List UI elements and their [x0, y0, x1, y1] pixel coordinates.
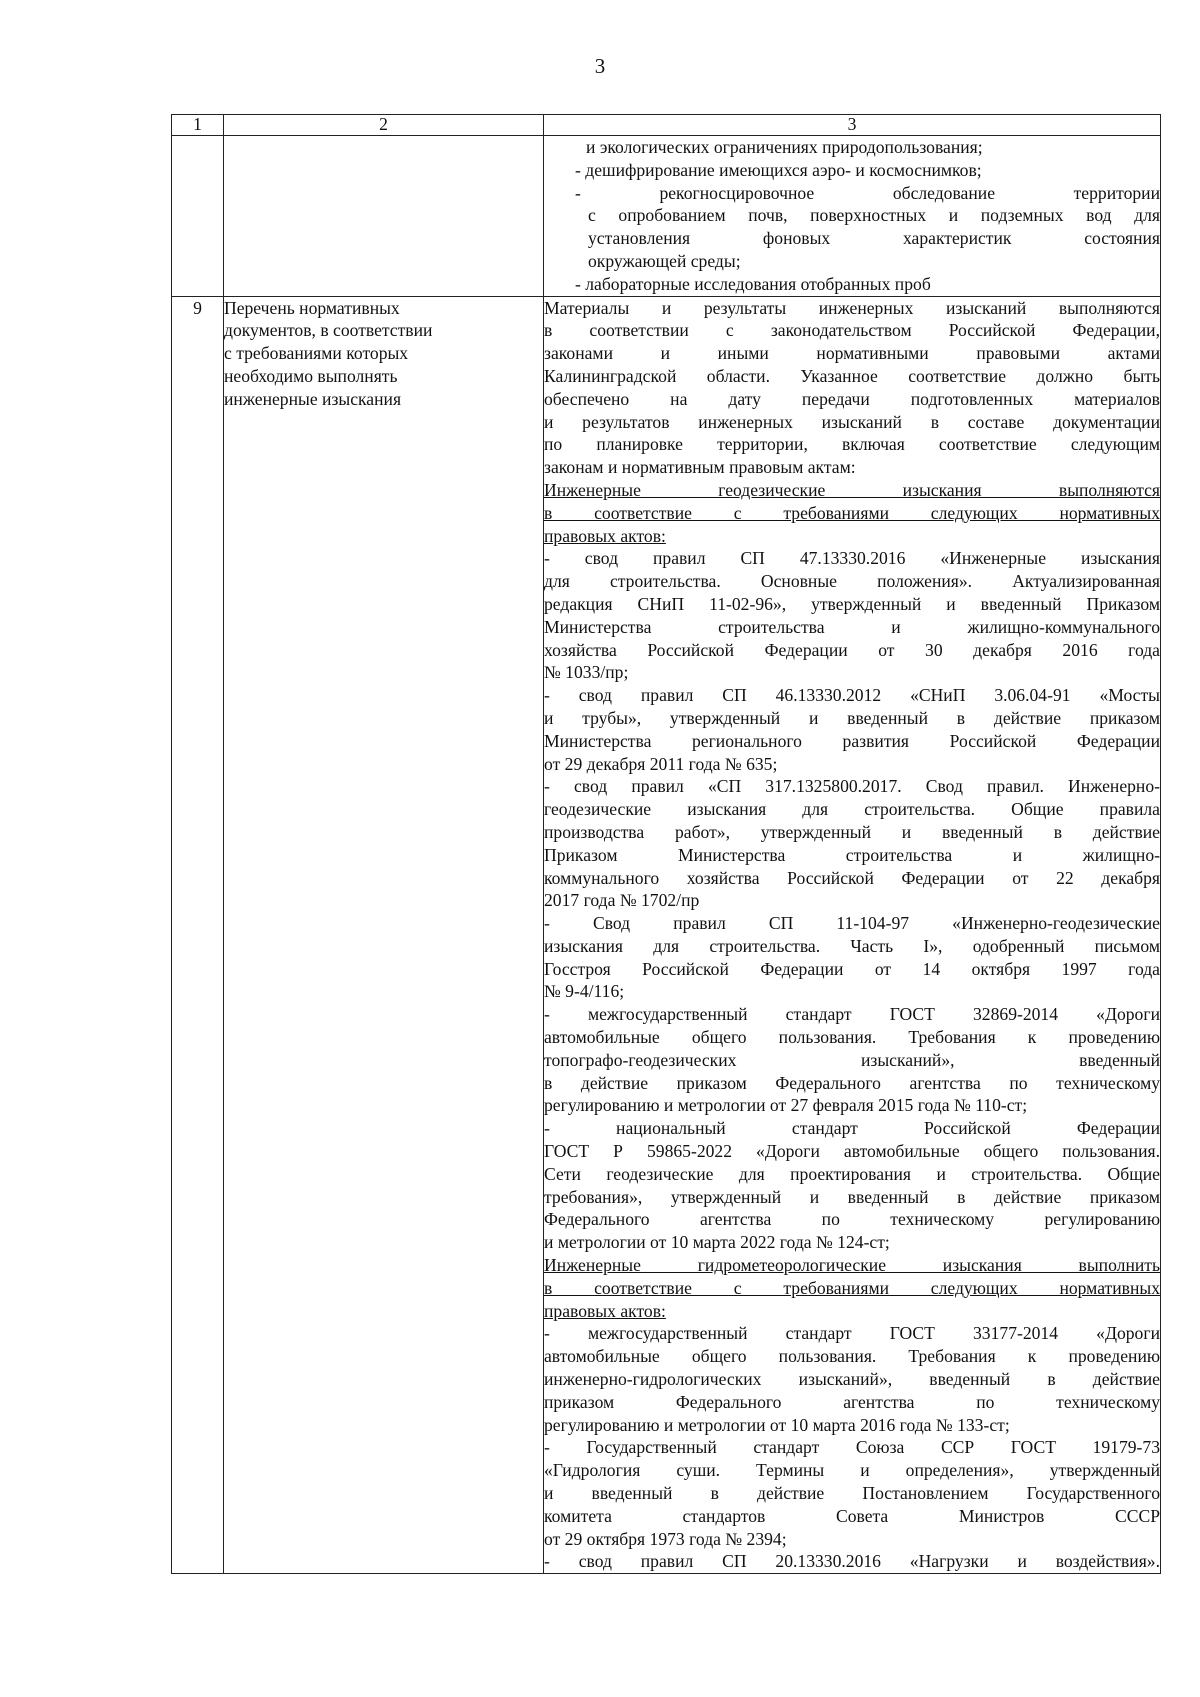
content-line: Материалы и результаты инженерных изысканий выполняются: [544, 297, 1160, 318]
continuation-line: - дешифрирование имеющихся аэро- и космоснимков;: [575, 159, 982, 180]
content-line: от 29 октября 1973 года № 2394;: [544, 1528, 787, 1549]
row-label-cell: [224, 296, 544, 1574]
content-line: - свод правил СП 47.13330.2016 «Инженерные изыскания: [544, 548, 1160, 569]
table-header-row: [172, 115, 1161, 136]
content-line: № 9-4/116;: [544, 981, 625, 1002]
section-heading-line: в соответствие с требованиями следующих нормативных: [544, 502, 1160, 523]
content-line: требования», утвержденный и введенный в действие приказом: [544, 1186, 1160, 1207]
continuation-line: и экологических ограничениях природопользования;: [586, 137, 983, 157]
content-line: изыскания для строительства. Часть I», одобренный письмом: [544, 935, 1160, 956]
page-number: 3: [594, 54, 606, 78]
continuation-line: - рекогносцировочное обследование территории: [575, 182, 1160, 203]
content-line: для строительства. Основные положения». Актуализированная: [544, 571, 1160, 592]
content-line: - межгосударственный стандарт ГОСТ 32869-2014 «Дороги: [544, 1004, 1160, 1025]
content-line: топографо-геодезических изысканий», введенный: [544, 1049, 1160, 1070]
table-row-continuation: [172, 136, 1161, 297]
row-content-cell: [544, 296, 1161, 1574]
content-line: законами и иными нормативными правовыми актами: [544, 343, 1160, 364]
header-col-3: 3: [544, 115, 1161, 136]
content-line: комитета стандартов Совета Министров СССР: [544, 1505, 1160, 1526]
continuation-line: окружающей среды;: [588, 250, 741, 271]
content-line: - свод правил СП 20.13330.2016 «Нагрузки и воздействия».: [544, 1551, 1160, 1572]
content-line: коммунального хозяйства Российской Федерации от 22 декабря: [544, 867, 1160, 888]
content-line: «Гидрология суши. Термины и определения», утвержденный: [544, 1460, 1160, 1481]
label-line: Перечень нормативных: [224, 297, 400, 318]
header-col-2: 2: [224, 115, 544, 136]
continuation-number-cell: [172, 136, 224, 297]
section-heading-line: правовых актов:: [544, 1300, 666, 1321]
content-line: Калининградской области. Указанное соответствие должно быть: [544, 365, 1160, 386]
content-line: по планировке территории, включая соответствие следующим: [544, 434, 1160, 455]
content-line: Сети геодезические для проектирования и строительства. Общие: [544, 1163, 1160, 1184]
label-line: с требованиями которых: [224, 343, 409, 364]
continuation-label-cell: [224, 136, 544, 297]
content-line: - Свод правил СП 11-104-97 «Инженерно-геодезические: [544, 913, 1160, 934]
content-line: хозяйства Российской Федерации от 30 декабря 2016 года: [544, 639, 1160, 660]
content-line: - свод правил «СП 317.1325800.2017. Свод правил. Инженерно-: [544, 776, 1160, 797]
content-line: автомобильные общего пользования. Требования к проведению: [544, 1346, 1160, 1367]
content-line: приказом Федерального агентства по техническому: [544, 1391, 1160, 1412]
section-heading-line: в соответствие с требованиями следующих нормативных: [544, 1277, 1160, 1298]
header-col-1: 1: [172, 115, 224, 136]
content-line: Министерства регионального развития Российской Федерации: [544, 730, 1160, 751]
section-heading-line: Инженерные гидрометеорологические изыскания выполнить: [544, 1255, 1160, 1276]
content-line: редакция СНиП 11-02-96», утвержденный и введенный Приказом: [544, 593, 1160, 614]
content-line: регулированию и метрологии от 27 февраля 2015 года № 110-ст;: [544, 1095, 1028, 1116]
content-line: - межгосударственный стандарт ГОСТ 33177-2014 «Дороги: [544, 1323, 1160, 1344]
requirements-table: [171, 114, 1161, 1574]
content-line: 2017 года № 1702/пр: [544, 890, 700, 911]
content-line: инженерно-гидрологических изысканий», введенный в действие: [544, 1369, 1160, 1390]
content-line: - национальный стандарт Российской Федерации: [544, 1118, 1160, 1139]
row-number: 9: [172, 296, 224, 1574]
content-line: Федерального агентства по техническому регулированию: [544, 1209, 1160, 1230]
content-line: в действие приказом Федерального агентства по техническому: [544, 1072, 1160, 1093]
continuation-line: - лабораторные исследования отобранных проб: [575, 273, 931, 294]
section-heading-line: Инженерные геодезические изыскания выполняются: [544, 479, 1160, 500]
content-line: от 29 декабря 2011 года № 635;: [544, 753, 778, 774]
continuation-content-cell: [544, 136, 1161, 297]
content-line: Приказом Министерства строительства и жилищно-: [544, 844, 1160, 865]
content-line: и метрологии от 10 марта 2022 года № 124-ст;: [544, 1232, 890, 1253]
continuation-line: установления фоновых характеристик состояния: [588, 228, 1160, 249]
content-line: геодезические изыскания для строительства. Общие правила: [544, 799, 1160, 820]
content-line: и результатов инженерных изысканий в составе документации: [544, 411, 1160, 432]
content-line: производства работ», утвержденный и введенный в действие: [544, 821, 1160, 842]
content-line: законам и нормативным правовым актам:: [544, 457, 856, 478]
section-heading-line: правовых актов:: [544, 525, 666, 546]
content-line: автомобильные общего пользования. Требования к проведению: [544, 1027, 1160, 1048]
content-line: - свод правил СП 46.13330.2012 «СНиП 3.06.04-91 «Мосты: [544, 685, 1160, 706]
content-line: - Государственный стандарт Союза ССР ГОСТ 19179-73: [544, 1437, 1160, 1458]
content-line: Министерства строительства и жилищно-коммунального: [544, 616, 1160, 637]
content-line: Госстроя Российской Федерации от 14 октября 1997 года: [544, 958, 1160, 979]
content-line: и трубы», утвержденный и введенный в действие приказом: [544, 707, 1160, 728]
content-line: в соответствии с законодательством Российской Федерации,: [544, 320, 1160, 341]
continuation-line: с опробованием почв, поверхностных и подземных вод для: [588, 205, 1160, 226]
label-line: необходимо выполнять: [224, 365, 398, 386]
table-row-9: [172, 296, 1161, 1574]
content-line: и введенный в действие Постановлением Государственного: [544, 1483, 1160, 1504]
content-line: № 1033/пр;: [544, 662, 629, 683]
content-line: регулированию и метрологии от 10 марта 2016 года № 133-ст;: [544, 1414, 1010, 1435]
content-line: ГОСТ Р 59865-2022 «Дороги автомобильные общего пользования.: [544, 1141, 1160, 1162]
content-line: обеспечено на дату передачи подготовленных материалов: [544, 388, 1160, 409]
label-line: инженерные изыскания: [224, 388, 402, 409]
label-line: документов, в соответствии: [224, 320, 433, 341]
